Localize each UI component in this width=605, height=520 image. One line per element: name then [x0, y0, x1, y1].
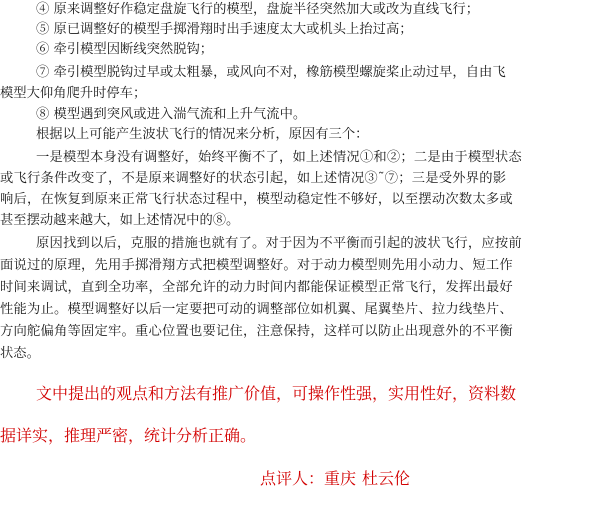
paragraph-remedy-line-4: 性能为止。模型调整好以后一定要把可动的调整部位如机翼、尾翼垫片、拉力线垫片、 — [0, 302, 513, 317]
paragraph-remedy-line-5: 方向舵偏角等固定牢。重心位置也要记住，注意保持，这样可以防止出现意外的不平衡 — [0, 324, 513, 339]
paragraph-causes-line-2: 或飞行条件改变了，不是原来调整好的状态引起，如上述情况③˜⑦；三是受外界的影 — [0, 171, 507, 186]
reviewer-label: 点评人：重庆 — [260, 469, 357, 488]
paragraph-causes-line-3: 响后，在恢复到原来正常飞行状态过程中，模型动稳定性不够好，以至摆动次数太多或 — [0, 192, 513, 207]
list-item-5: ⑤ 原已调整好的模型手掷滑翔时出手速度太大或机头上抬过高； — [36, 22, 413, 37]
list-item-7-continued: 模型大仰角爬升时停车； — [0, 86, 147, 101]
list-item-8: ⑧ 模型遇到突风或进入湍气流和上升气流中。 — [36, 107, 307, 122]
paragraph-causes-line-4: 甚至摆动越来越大，如上述情况中的⑧。 — [0, 213, 240, 228]
paragraph-remedy-line-6: 状态。 — [0, 346, 40, 361]
list-item-6: ⑥ 牵引模型因断线突然脱钩； — [36, 42, 214, 57]
paragraph-causes-line-1: 一是模型本身没有调整好，始终平衡不了，如上述情况①和②；二是由于模型状态 — [36, 150, 522, 165]
review-comment-line-1: 文中提出的观点和方法有推广价值，可操作性强，实用性好，资料数 — [36, 384, 517, 403]
reviewer-signature — [260, 468, 410, 490]
paragraph-remedy-line-1: 原因找到以后，克服的措施也就有了。对于因为不平衡而引起的波状飞行，应按前 — [36, 236, 522, 251]
list-item-4: ④ 原来调整好作稳定盘旋飞行的模型，盘旋半径突然加大或改为直线飞行； — [36, 2, 480, 17]
paragraph-remedy-line-3: 时间来调试，直到全功率，全部允许的动力时间内都能保证模型正常飞行，发挥出最好 — [0, 280, 513, 295]
paragraph-analysis-intro: 根据以上可能产生波状飞行的情况来分析，原因有三个： — [36, 127, 369, 142]
list-item-7: ⑦ 牵引模型脱钩过早或太粗暴，或风向不对，橡筋模型螺旋桨止动过早，自由飞 — [36, 65, 506, 80]
review-comment-line-2: 据详实，推理严密，统计分析正确。 — [0, 426, 257, 445]
paragraph-remedy-line-2: 面说过的原理，先用手掷滑翔方式把模型调整好。对于动力模型则先用小动力、短工作 — [0, 258, 513, 273]
reviewer-name: 杜云伦 — [362, 469, 411, 488]
